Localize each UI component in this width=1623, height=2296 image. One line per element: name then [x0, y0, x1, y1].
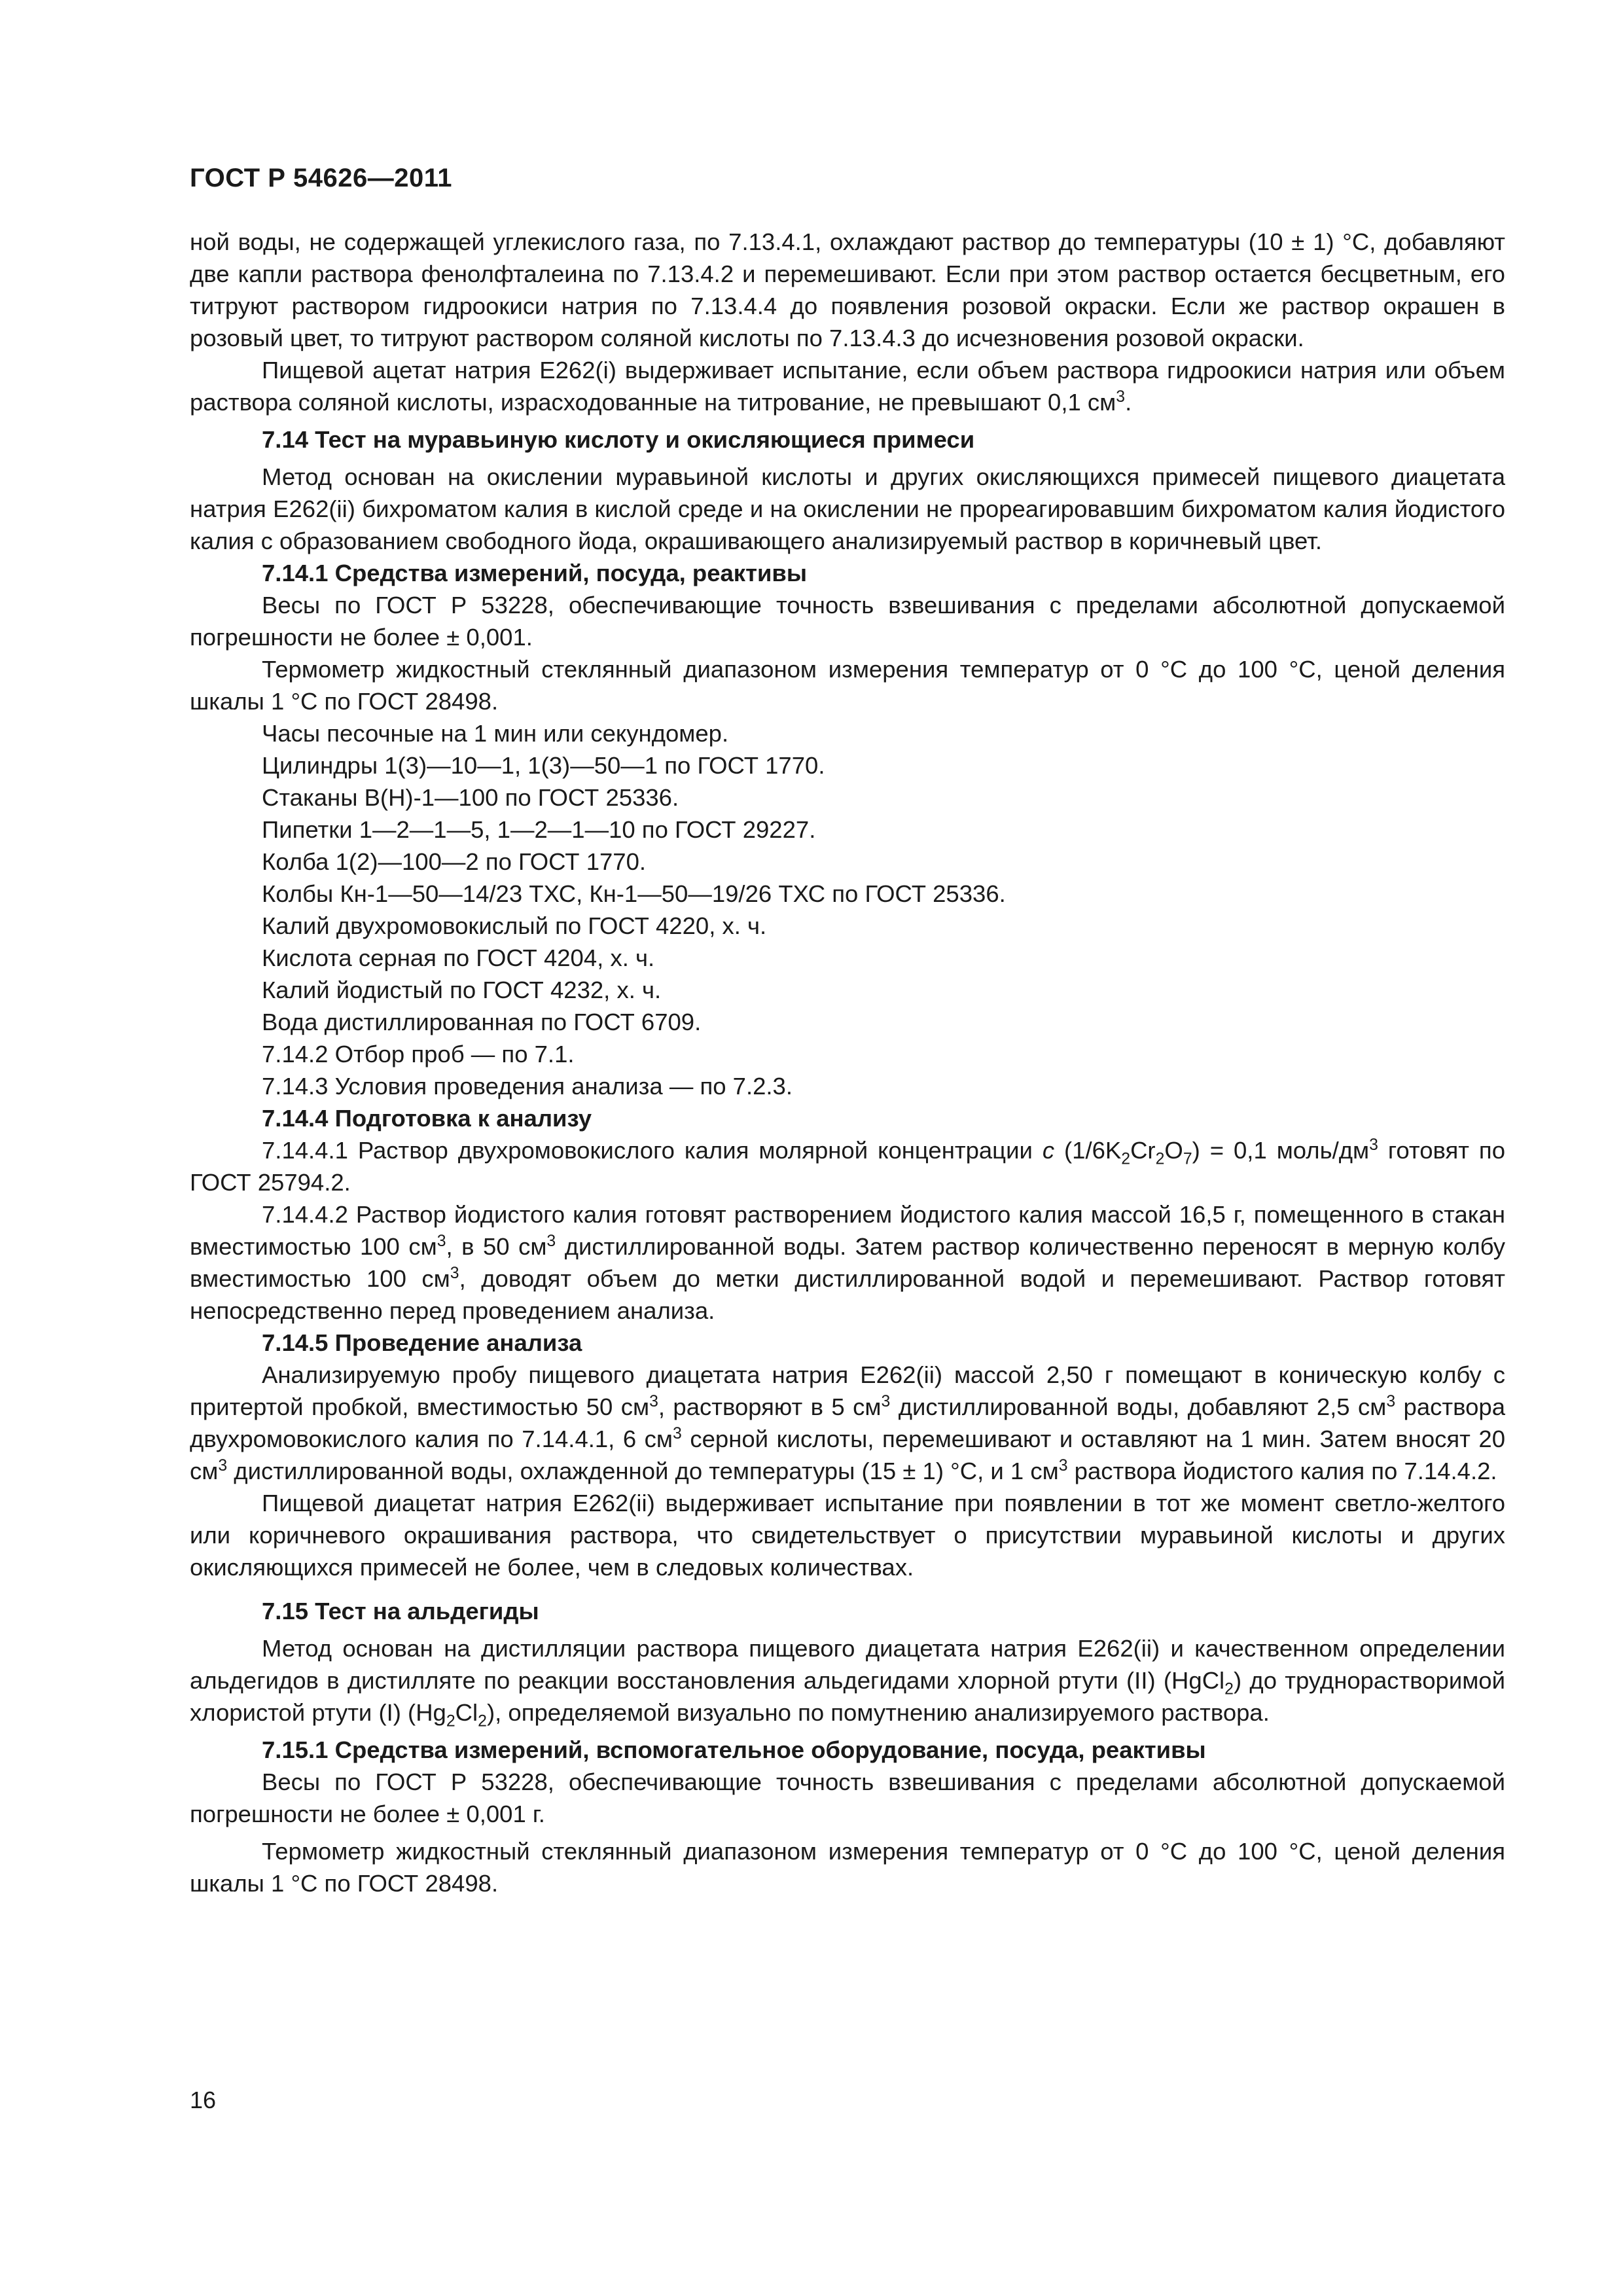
paragraph: Метод основан на окислении муравьиной кислоты и других окисляющихся примесей пищевого диацетата натрия Е262(ii) бихроматом калия в кислой среде и на окислении не прореагировавшим бихроматом калия йодистого калия с образованием свободного йода, окрашивающего анализируемый раствор в коричневый цвет.: [190, 463, 1505, 554]
section-heading: 7.14 Тест на муравьиную кислоту и окисляющиеся примеси: [262, 426, 975, 453]
paragraph: Термометр жидкостный стеклянный диапазоном измерения температур от 0 °С до 100 °С, ценой деления шкалы 1 °С по ГОСТ 28498.: [190, 656, 1505, 715]
paragraph: Весы по ГОСТ Р 53228, обеспечивающие точность взвешивания с пределами абсолютной допускаемой погрешности не более ± 0,001 г.: [190, 1768, 1505, 1827]
list-item: 7.14.3 Условия проведения анализа — по 7.2.3.: [262, 1073, 793, 1100]
list-item: Цилиндры 1(3)—10—1, 1(3)—50—1 по ГОСТ 1770.: [262, 752, 825, 779]
document-body: [190, 226, 1505, 1899]
paragraph: 7.14.4.1 Раствор двухромовокислого калия молярной концентрации с $(1/6K_2Cr_2O_7) = 0,1$ моль/$дм^3$ готовят по ГОСТ 25794.2.: [190, 1136, 1506, 1196]
paragraph: Метод основан на дистилляции раствора пищевого диацетата натрия Е262(ii) и качественном определении альдегидов в дистилляте по реакции восстановления альдегидами хлорной ртути (II) (HgCl$_2$) до труднорастворимой хлористой ртути (I) $(Hg_2Cl_2)$, определяемой визуально по помутнению анализируемого раствора.: [190, 1635, 1505, 1731]
paragraph: Термометр жидкостный стеклянный диапазоном измерения температур от 0 °С до 100 °С, ценой деления шкалы 1 °С по ГОСТ 28498.: [190, 1838, 1505, 1897]
list-item: Стаканы В(Н)-1—100 по ГОСТ 25336.: [262, 784, 679, 811]
page-number: 16: [190, 2087, 217, 2113]
document-page: [190, 0, 1505, 2296]
list-item: Вода дистиллированная по ГОСТ 6709.: [262, 1009, 702, 1035]
list-item: Калий двухромовокислый по ГОСТ 4220, х. ч.: [262, 912, 767, 939]
paragraph: ной воды, не содержащей углекислого газа, по 7.13.4.1, охлаждают раствор до температуры (10 ± 1) °С, добавляют две капли раствора фенолфталеина по 7.13.4.2 и перемешивают. Если при этом раствор остается бесцветным, его титруют раствором гидроокиси натрия по 7.13.4.4 до появления розовой окраски. Если же раствор окрашен в розовый цвет, то титруют раствором соляной кислоты по 7.13.4.3 до исчезновения розовой окраски.: [190, 228, 1505, 351]
paragraph: Пищевой диацетат натрия Е262(ii) выдерживает испытание при появлении в тот же момент светло-желтого или коричневого окрашивания раствора, что свидетельствует о присутствии муравьиной кислоты и других окисляющихся примесей не более, чем в следовых количествах.: [190, 1490, 1505, 1581]
section-heading: 7.14.5 Проведение анализа: [262, 1329, 582, 1356]
document-header: ГОСТ Р 54626—2011: [190, 164, 452, 192]
paragraph: Пищевой ацетат натрия Е262(i) выдерживает испытание, если объем раствора гидроокиси натрия или объем раствора соляной кислоты, израсходованные на титрование, не превышают 0,1 $см^3$.: [190, 357, 1505, 416]
list-item: Калий йодистый по ГОСТ 4232, х. ч.: [262, 977, 662, 1003]
section-heading: 7.14.1 Средства измерений, посуда, реактивы: [262, 560, 807, 586]
paragraph: 7.14.4.2 Раствор йодистого калия готовят растворением йодистого калия массой 16,5 г, помещенного в стакан вместимостью 100 $см^3$, в 50 $см^3$ дистиллированной воды. Затем раствор количественно переносят в мерную колбу вместимостью 100 $см^3$, доводят объем до метки дистиллированной водой и перемешивают. Раствор готовят непосредственно перед проведением анализа.: [190, 1201, 1505, 1324]
section-heading: 7.15 Тест на альдегиды: [262, 1598, 539, 1624]
list-item: 7.14.2 Отбор проб — по 7.1.: [262, 1041, 575, 1067]
list-item: Пипетки 1—2—1—5, 1—2—1—10 по ГОСТ 29227.: [262, 816, 816, 843]
list-item: Колбы Кн-1—50—14/23 ТХС, Кн-1—50—19/26 ТХС по ГОСТ 25336.: [262, 880, 1006, 907]
section-heading: 7.15.1 Средства измерений, вспомогательное оборудование, посуда, реактивы: [262, 1736, 1206, 1763]
list-item: Кислота серная по ГОСТ 4204, х. ч.: [262, 944, 655, 971]
section-heading: 7.14.4 Подготовка к анализу: [262, 1105, 592, 1132]
list-item: Колба 1(2)—100—2 по ГОСТ 1770.: [262, 848, 647, 875]
list-item: Часы песочные на 1 мин или секундомер.: [262, 720, 729, 747]
paragraph: Весы по ГОСТ Р 53228, обеспечивающие точность взвешивания с пределами абсолютной допускаемой погрешности не более ± 0,001.: [190, 592, 1505, 651]
paragraph: Анализируемую пробу пищевого диацетата натрия Е262(ii) массой 2,50 г помещают в коническую колбу с притертой пробкой, вместимостью 50 $см^3$, растворяют в 5 $см^3$ дистиллированной воды, добавляют 2,5 $см^3$ раствора двухромовокислого калия по 7.14.4.1, 6 $см^3$ серной кислоты, перемешивают и оставляют на 1 мин. Затем вносят 20 $см^3$ дистиллированной воды, охлажденной до температуры (15 ± 1) °С, и 1 $см^3$ раствора йодистого калия по 7.14.4.2.: [190, 1361, 1506, 1484]
